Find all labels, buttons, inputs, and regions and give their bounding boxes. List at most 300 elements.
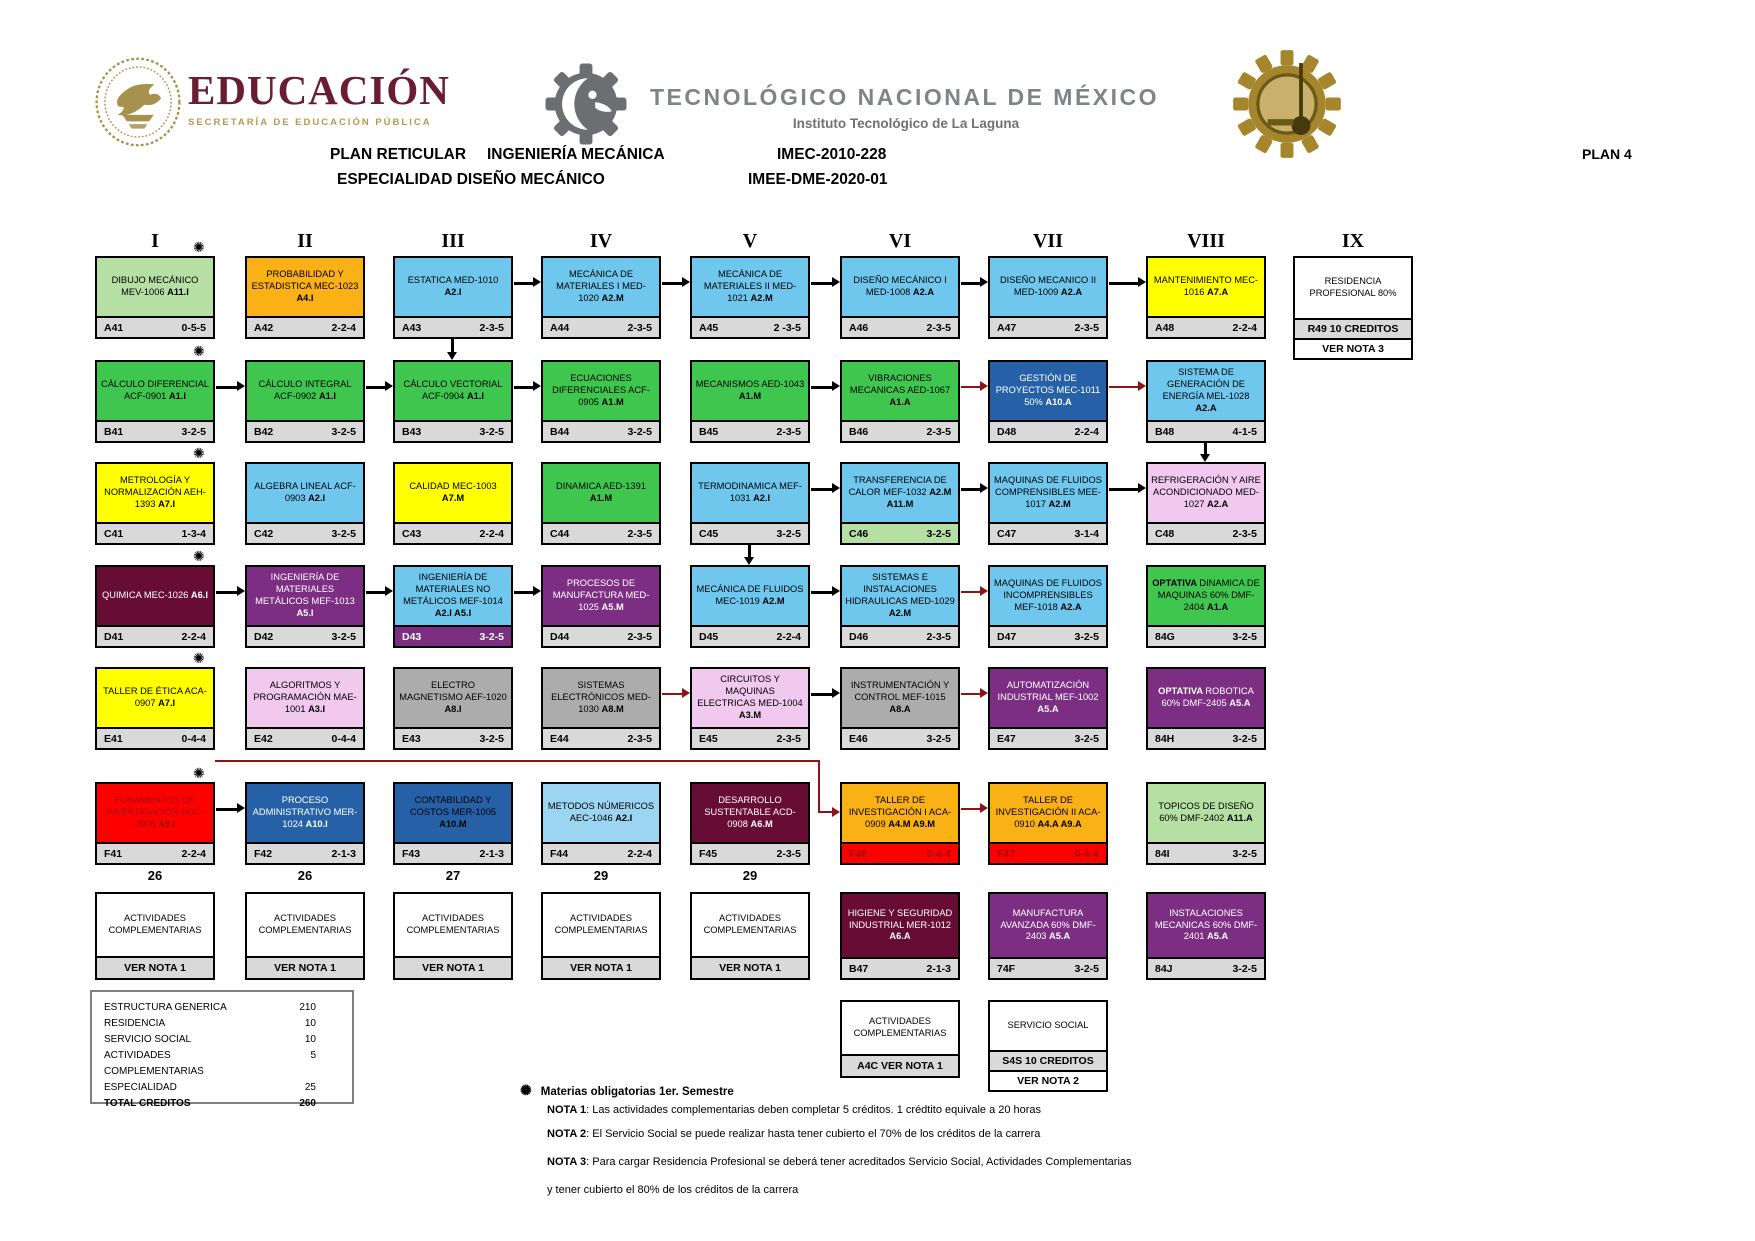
course-name: ACTIVIDADES COMPLEMENTARIAS <box>703 913 797 935</box>
course-card-B43 <box>393 360 513 443</box>
arrow-line <box>1109 386 1139 388</box>
first-semester-sun-icon: ✺ <box>193 239 205 255</box>
cell-code: F45 <box>699 847 718 860</box>
course-title-text <box>1151 367 1261 415</box>
course-card-C47 <box>988 462 1108 545</box>
arrow-head <box>980 803 988 813</box>
tecnm-wordmark <box>650 84 1162 131</box>
cell-code: C43 <box>402 527 422 540</box>
credits-value: 3-2-5 <box>1232 732 1257 745</box>
credit-summary-value: 10 <box>304 1034 316 1045</box>
credits-value: 2-3-5 <box>627 630 652 643</box>
course-title <box>395 567 511 625</box>
cell-code: E42 <box>254 732 273 745</box>
course-code: ACF-0905 <box>578 385 650 407</box>
course-title <box>97 894 213 956</box>
credits-value: 2-3-5 <box>926 425 951 438</box>
course-title <box>842 464 958 522</box>
course-card-D41 <box>95 565 215 648</box>
arrow-head <box>237 803 245 813</box>
cell-code: B48 <box>1155 425 1175 438</box>
course-title-text <box>1151 801 1261 825</box>
credits-value: 2 -3-5 <box>773 321 801 334</box>
competency-code: A2.M <box>762 596 785 606</box>
course-code: DMF-2405 <box>1182 698 1230 708</box>
arrow-head <box>1138 381 1146 391</box>
credits-value: 0-4-4 <box>1074 847 1099 860</box>
course-name: MANTENIMIENTO <box>1153 275 1235 286</box>
competency-code: A6.I <box>190 590 208 601</box>
credit-summary-label: SERVICIO SOCIAL <box>104 1034 192 1045</box>
course-bar <box>395 842 511 863</box>
course-card-E42 <box>245 667 365 750</box>
semester-header-VI: VI <box>888 230 912 252</box>
course-bar <box>97 316 213 337</box>
credits-value: 4-1-5 <box>1232 425 1257 438</box>
course-title <box>247 669 363 727</box>
arrow-head <box>980 586 988 596</box>
cell-code: D43 <box>402 630 422 643</box>
cell-code: D44 <box>550 630 570 643</box>
course-name: CIRCUITOS Y MAQUINAS ELECTRICAS <box>697 674 780 708</box>
course-title <box>543 464 659 522</box>
course-name: CÁLCULO DIFERENCIAL <box>101 379 209 390</box>
course-name: MECÁNICA DE MATERIALES I <box>556 269 634 292</box>
competency-code: A4.A A9.A <box>1037 818 1082 829</box>
cell-code: C41 <box>104 527 124 540</box>
course-title <box>247 784 363 842</box>
cell-code: C44 <box>550 527 570 540</box>
cell-code: F43 <box>402 847 421 860</box>
course-card-F44 <box>541 782 661 865</box>
card-note-bar <box>395 956 511 978</box>
credits-value: 3-2-5 <box>926 732 951 745</box>
course-title-text <box>398 379 508 403</box>
career-code: IMEC-2010-228 <box>777 146 887 163</box>
course-card-servicio-social <box>988 1000 1108 1092</box>
course-bar <box>990 727 1106 748</box>
arrow-line <box>366 386 386 389</box>
semester-header-IV: IV <box>589 230 613 252</box>
tecnm-brand-text: TECNOLÓGICO NACIONAL DE MÉXICO <box>650 84 1160 110</box>
course-name: ACTIVIDADES COMPLEMENTARIAS <box>406 913 500 935</box>
course-bar <box>1148 957 1264 978</box>
competency-code: A1.M <box>738 391 762 401</box>
course-title-text <box>250 572 360 620</box>
semester-credit-count: 27 <box>445 868 461 883</box>
semester-header-V: V <box>742 230 758 252</box>
credit-summary-value: 5 <box>310 1050 316 1061</box>
course-bar <box>395 625 511 646</box>
card-note-bar <box>97 956 213 978</box>
course-code: MER-1012 <box>906 919 951 930</box>
credits-value: 3-2-5 <box>1232 962 1257 975</box>
course-name: MECÁNICA DE MATERIALES II <box>703 269 783 292</box>
arrow-head <box>237 381 245 391</box>
course-code: ACF-0904 <box>421 391 467 401</box>
cell-code: F47 <box>997 847 1016 860</box>
credits-bar-text: R49 10 CREDITOS <box>1307 323 1399 335</box>
course-card-B41 <box>95 360 215 443</box>
credits-value: 2-3-5 <box>776 732 801 745</box>
card-note-bar <box>247 956 363 978</box>
course-name: METROLOGÍA Y NORMALIZACIÓN <box>104 475 191 498</box>
course-title-text <box>546 913 656 937</box>
connector-line <box>215 760 820 762</box>
course-card-C41 <box>95 462 215 545</box>
cell-code: E45 <box>699 732 718 745</box>
course-title-text <box>100 686 210 710</box>
course-code: MEC-1011 50% <box>1024 385 1101 407</box>
course-name: PROCESOS DE MANUFACTURA <box>552 578 636 601</box>
cell-code: E41 <box>104 732 123 745</box>
credits-value: 0-4-4 <box>331 732 356 745</box>
arrow-head <box>832 688 840 698</box>
course-title-text <box>546 269 656 305</box>
semester-credit-count: 26 <box>297 868 313 883</box>
course-bar <box>842 842 958 863</box>
cell-code: 84J <box>1155 962 1173 975</box>
course-title-text <box>845 680 955 716</box>
note-bar-text: VER NOTA 1 <box>124 962 186 974</box>
course-name: MECANISMOS <box>695 379 762 390</box>
arrow-line <box>216 386 238 389</box>
course-bar <box>842 420 958 441</box>
competency-code: A2.A <box>1060 287 1083 297</box>
credits-value: 2-1-3 <box>479 847 504 860</box>
first-semester-sun-icon: ✺ <box>193 548 205 564</box>
arrow-line <box>961 591 981 593</box>
course-title-text <box>250 795 360 831</box>
course-card-F42 <box>245 782 365 865</box>
course-title-text <box>100 275 210 299</box>
course-name: DINAMICA DE MAQUINAS 60% <box>1157 578 1260 601</box>
credits-value: 3-2-5 <box>1074 630 1099 643</box>
course-title-text <box>100 913 210 937</box>
arrow-line <box>811 386 833 389</box>
course-bar <box>97 420 213 441</box>
cell-code: B43 <box>402 425 422 438</box>
cell-code: E43 <box>402 732 421 745</box>
course-title <box>97 567 213 625</box>
course-title-text <box>250 269 360 305</box>
arrow-line <box>961 282 981 285</box>
connector-line <box>818 760 820 813</box>
card-note-bar <box>1295 338 1411 358</box>
course-code: MEC-1016 <box>1183 275 1259 297</box>
course-code: MEC-1023 <box>313 281 359 292</box>
credits-value: 3-2-5 <box>1232 847 1257 860</box>
course-title-text <box>993 795 1103 831</box>
credits-value: 2-2-4 <box>1074 425 1099 438</box>
course-name: QUIMICA <box>102 590 144 601</box>
credits-value: 0-5-5 <box>181 321 206 334</box>
course-code: MER-1005 <box>451 807 497 818</box>
credit-summary-label: ESPECIALIDAD <box>104 1082 177 1093</box>
credits-value: 2-3-5 <box>776 425 801 438</box>
course-card-D43 <box>393 565 513 648</box>
competency-code: A1.I <box>318 391 337 401</box>
course-title-text <box>993 475 1103 511</box>
arrow-head <box>533 277 541 287</box>
note-bar-text: VER NOTA 1 <box>570 962 632 974</box>
course-title <box>247 362 363 420</box>
course-card-C46 <box>840 462 960 545</box>
course-title <box>990 894 1106 957</box>
course-title-text <box>695 674 805 722</box>
course-title <box>1148 669 1264 727</box>
course-card-B48 <box>1146 360 1266 443</box>
competency-code: A2.I <box>444 287 462 297</box>
course-bar <box>395 420 511 441</box>
arrow-head <box>1138 483 1146 493</box>
course-bar <box>97 522 213 543</box>
course-title-text <box>398 680 508 716</box>
course-title <box>247 894 363 956</box>
course-name: DIBUJO MECÁNICO <box>111 275 199 286</box>
competency-code: A7.I <box>158 698 176 708</box>
course-bar <box>97 727 213 748</box>
course-bar <box>247 420 363 441</box>
course-bar <box>543 727 659 748</box>
credits-value: 3-2-5 <box>331 425 356 438</box>
course-card-A46 <box>840 256 960 339</box>
course-name: MAQUINAS DE FLUIDOS INCOMPRENSIBLES <box>994 578 1102 601</box>
course-code: ACA-0909 <box>865 807 952 829</box>
cell-code: A45 <box>699 321 719 334</box>
course-card-E45 <box>690 667 810 750</box>
cell-code: B41 <box>104 425 124 438</box>
course-title <box>990 567 1106 625</box>
course-card-A45 <box>690 256 810 339</box>
course-name: INGENIERÍA DE MATERIALES METÁLICOS <box>255 572 340 606</box>
course-card-actividades-complementar <box>95 892 215 980</box>
cell-code: B45 <box>699 425 719 438</box>
course-title <box>692 784 808 842</box>
credits-value: 2-3-5 <box>479 321 504 334</box>
semester-header-II: II <box>297 230 313 252</box>
course-title <box>842 669 958 727</box>
course-title <box>395 258 511 316</box>
arrow-head <box>385 381 393 391</box>
note-bar-text: VER NOTA 2 <box>1017 1075 1079 1087</box>
arrow-line <box>216 808 238 811</box>
course-title-text <box>1151 686 1261 710</box>
credit-summary-row <box>104 1048 342 1080</box>
arrow-head <box>682 277 690 287</box>
note-text: : Para cargar Residencia Profesional se deberá tener acreditados Servicio Social, Actividades Complementarias <box>586 1156 1132 1168</box>
cell-code: A47 <box>997 321 1017 334</box>
competency-code: A8.A <box>889 703 911 714</box>
course-code: ACF-0903 <box>284 481 356 503</box>
credits-value: 2-3-5 <box>627 732 652 745</box>
course-bar <box>990 625 1106 646</box>
course-card-F47 <box>988 782 1108 865</box>
course-code: AEF-1020 <box>464 692 507 703</box>
arrow-head <box>980 688 988 698</box>
course-name: DISEÑO MECANICO II <box>999 275 1097 286</box>
cell-code: B42 <box>254 425 274 438</box>
note-bar-text: A4C VER NOTA 1 <box>857 1060 943 1072</box>
course-title <box>247 567 363 625</box>
credits-value: 0-4-4 <box>926 847 951 860</box>
course-card-84G <box>1146 565 1266 648</box>
competency-code: A7.M <box>441 493 465 503</box>
course-title-text <box>695 913 805 937</box>
course-card-B45 <box>690 360 810 443</box>
course-code: MED-1010 <box>453 275 499 286</box>
course-bar <box>990 420 1106 441</box>
course-bar <box>692 625 808 646</box>
competency-code: A6.M <box>750 818 773 829</box>
course-bar <box>247 727 363 748</box>
cell-code: E47 <box>997 732 1016 745</box>
credits-value: 2-3-5 <box>926 321 951 334</box>
course-name: TOPICOS DE DISEÑO 60% <box>1158 801 1254 823</box>
course-code: MAE-1001 <box>284 692 357 714</box>
course-bar <box>1148 625 1264 646</box>
course-title <box>395 464 511 522</box>
course-bar <box>395 522 511 543</box>
note-bar-text: VER NOTA 3 <box>1322 343 1384 355</box>
note-label: NOTA 2 <box>547 1128 587 1140</box>
course-code: MED-1009 <box>1013 287 1061 297</box>
cell-code: F41 <box>104 847 123 860</box>
course-title <box>247 464 363 522</box>
cell-code: D45 <box>699 630 719 643</box>
course-bar <box>990 316 1106 337</box>
course-title <box>1148 362 1264 420</box>
course-bar <box>842 316 958 337</box>
course-title <box>692 464 808 522</box>
course-title-text <box>546 578 656 614</box>
course-title <box>1295 258 1411 318</box>
course-card-actividades-complementar <box>393 892 513 980</box>
course-code: MED-1008 <box>865 287 913 297</box>
course-code: AEC-1046 <box>569 813 616 823</box>
course-title-text <box>100 379 210 403</box>
course-card-D42 <box>245 565 365 648</box>
course-code: ACA-0910 <box>1014 807 1101 829</box>
competency-code: A1.A <box>889 396 911 407</box>
course-title-text <box>845 572 955 620</box>
credit-summary-value: 25 <box>304 1082 316 1093</box>
credits-value: 3-2-5 <box>181 425 206 438</box>
credits-bar-text: S4S 10 CREDITOS <box>1002 1055 1094 1067</box>
arrow-line <box>811 282 833 285</box>
course-name: ACTIVIDADES COMPLEMENTARIAS <box>108 913 202 935</box>
note-line <box>547 1104 1041 1116</box>
course-title-text <box>250 680 360 716</box>
course-title <box>990 464 1106 522</box>
course-title <box>842 567 958 625</box>
sun-icon: ✺ <box>520 1082 532 1098</box>
course-code: MEF-1014 <box>459 596 503 606</box>
cell-code: C46 <box>849 527 869 540</box>
cell-code: 84I <box>1155 847 1170 860</box>
course-title-text <box>100 795 210 831</box>
course-title <box>842 784 958 842</box>
arrow-head <box>533 381 541 391</box>
competency-code: A3.I <box>308 703 326 714</box>
credits-value: 3-2-5 <box>479 630 504 643</box>
course-title <box>97 784 213 842</box>
credits-value: 3-2-5 <box>331 630 356 643</box>
course-title <box>692 669 808 727</box>
course-code: ACC-0906 <box>134 807 204 829</box>
credit-summary-value: 260 <box>299 1098 316 1109</box>
competency-code: A2.A <box>912 287 935 297</box>
cell-code: B46 <box>849 425 869 438</box>
course-title-text <box>1151 475 1261 511</box>
course-card-74F <box>988 892 1108 980</box>
competency-code: A1.I <box>168 391 187 401</box>
course-card-B47 <box>840 892 960 980</box>
course-title <box>990 362 1106 420</box>
course-title <box>543 784 659 842</box>
first-semester-sun-icon: ✺ <box>193 765 205 781</box>
course-title <box>97 464 213 522</box>
course-title <box>1148 258 1264 316</box>
course-title-text <box>250 913 360 937</box>
cell-code: D48 <box>997 425 1017 438</box>
course-name: DESARROLLO SUSTENTABLE <box>704 795 782 818</box>
course-code: MED-1021 <box>727 281 797 303</box>
course-code: ACF-0901 <box>123 391 169 401</box>
credits-value: 2-2-4 <box>181 847 206 860</box>
course-code: MEV-1006 <box>121 287 168 297</box>
course-name: MANUFACTURA AVANZADA 60% <box>1000 907 1084 930</box>
cell-code: F44 <box>550 847 569 860</box>
course-name: ACTIVIDADES COMPLEMENTARIAS <box>258 913 352 935</box>
course-name: INGENIERÍA DE MATERIALES NO METÁLICOS <box>403 572 491 606</box>
credits-value: 2-1-3 <box>926 962 951 975</box>
card-note-bar <box>692 956 808 978</box>
arrow-line <box>514 591 534 594</box>
credits-value: 3-2-5 <box>627 425 652 438</box>
course-title-text <box>845 475 955 511</box>
course-card-A41 <box>95 256 215 339</box>
course-card-actividades-complementar <box>541 892 661 980</box>
course-card-B46 <box>840 360 960 443</box>
cell-code: C42 <box>254 527 274 540</box>
arrow-head <box>1200 454 1210 462</box>
competency-code: A2.I <box>308 493 326 503</box>
cell-code: E46 <box>849 732 868 745</box>
course-bar <box>543 842 659 863</box>
arrow-line <box>1109 488 1139 491</box>
course-card-D48 <box>988 360 1108 443</box>
competency-code: A7.A <box>1207 287 1229 297</box>
credits-value: 2-2-4 <box>331 321 356 334</box>
course-bar <box>395 316 511 337</box>
course-bar <box>1148 727 1264 748</box>
card-note-bar <box>990 1070 1106 1090</box>
cell-code: D41 <box>104 630 124 643</box>
course-card-D44 <box>541 565 661 648</box>
course-bar <box>247 842 363 863</box>
competency-code: A8.I <box>444 703 462 714</box>
first-semester-sun-icon: ✺ <box>193 343 205 359</box>
credit-summary-label: TOTAL CREDITOS <box>104 1098 191 1109</box>
course-title-text <box>1151 578 1261 614</box>
course-title <box>395 669 511 727</box>
course-code: MEF-1002 <box>1055 692 1099 703</box>
course-code: MER-1024 <box>282 807 358 829</box>
course-name: ROBOTICA 60% <box>1161 686 1254 708</box>
course-title <box>692 362 808 420</box>
arrow-line <box>811 591 833 594</box>
